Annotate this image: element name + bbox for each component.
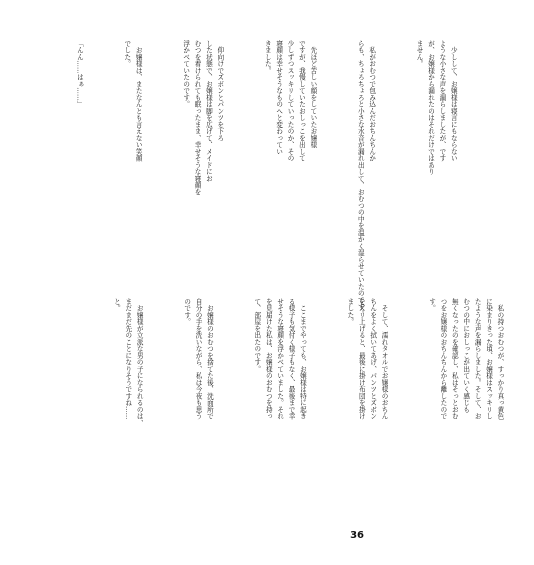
paragraph: ここまでやっても、お嬢様は特に起き る様子も気付く様子もなく、最後まで幸 せそうな寝顔を浮かべていました。それ を見届けた私は、お嬢様のおむつを持っ て、部屋を出たのです。: [252, 298, 307, 420]
paragraph: そして、濡れタオルでお嬢様のおちん ちんをよく拭いてあげ、パンツとズボン をズリ上げると、最後に掛け布団を掛け ました。: [345, 298, 389, 420]
paragraph: 先ほど苦しい顔をしていたお嬢様 ですが、我慢していたおしっこを出して 少しずつスッキリしていったのか、その 寝顔は幸せそうなものへと変わってい きました。: [263, 40, 317, 162]
paragraph: 私の持つおむつが、すっかり真っ黄色 に染まりきった頃、お嬢様はスッキリし たような声を漏らしました。そして、お むつの中におしっこが出ていく感じも 無くなったのを確認し、私はそっとおむ つをお嬢様のおちんちんから離したので す。: [427, 298, 504, 420]
paragraph: 私がおむつで包み込んだおちんちんか らも、ちょろちょろと小さな水音が漏れ出して、おむつの中を温かく湿らせていたのです。: [356, 40, 376, 317]
paragraph: お嬢様のおむつを捨てた後、洗面所で 自分の手を洗いながら、私は今夜も思う のです。: [182, 298, 214, 420]
paragraph: 仰向けでズボンとパンツを下ろ した状態で、お嬢様は脚を広げて、メイドにお むつを着けられても眠ったまま、幸せそうな寝顔を 浮かべていたのです。: [181, 40, 224, 196]
top-text-column: [55, 40, 488, 317]
paragraph: お嬢様が立派な男の子になられるのは、 まだまだ先のことになりそうですね…… と。: [112, 298, 144, 427]
paragraph: お嬢様は、またなんとも言えない笑顔 でした。: [122, 40, 143, 162]
paragraph: 「んん……はぁ……」: [75, 40, 84, 108]
page-number: 36: [350, 530, 364, 541]
paragraph: 少しして、お嬢様は寝言にもならない ような小さな声を漏らしましたが、です が、お嬢様から漏れたのはそれだけではあり ません。: [415, 40, 458, 175]
bottom-text-column: [92, 298, 534, 536]
